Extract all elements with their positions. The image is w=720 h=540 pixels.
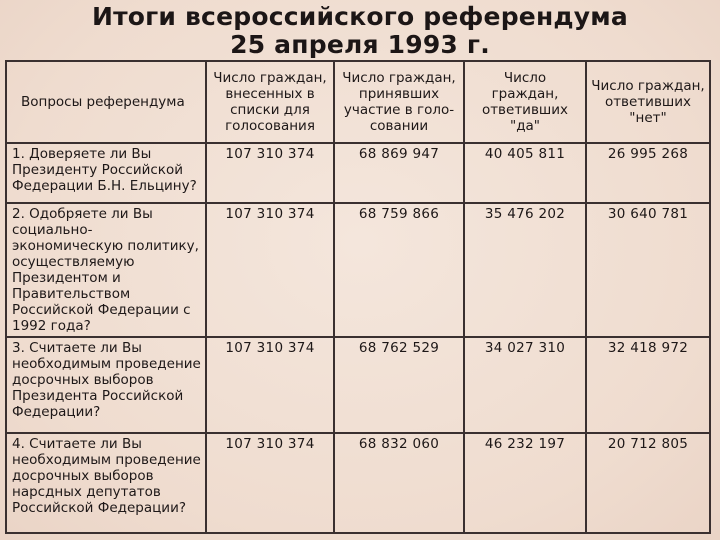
header-registered: Число граждан, внесенных в списки для голосования <box>206 61 334 143</box>
registered-cell: 107 310 374 <box>206 203 334 337</box>
header-participated: Число граждан, принявших участие в голо-совании <box>334 61 464 143</box>
table-row <box>6 433 710 533</box>
participated-cell: 68 869 947 <box>334 143 464 203</box>
participated-cell: 68 832 060 <box>334 433 464 533</box>
no-cell: 26 995 268 <box>586 143 710 203</box>
no-cell: 32 418 972 <box>586 337 710 433</box>
header-no: Число граждан, ответивших "нет" <box>586 61 710 143</box>
no-cell: 30 640 781 <box>586 203 710 337</box>
no-cell: 20 712 805 <box>586 433 710 533</box>
yes-cell: 35 476 202 <box>464 203 586 337</box>
table-header-row <box>6 61 710 143</box>
yes-cell: 40 405 811 <box>464 143 586 203</box>
page-subtitle-date: 25 апреля 1993 г. <box>230 30 490 59</box>
header-questions: Вопросы референдума <box>6 61 206 143</box>
registered-cell: 107 310 374 <box>206 143 334 203</box>
table-row <box>6 337 710 433</box>
yes-cell: 34 027 310 <box>464 337 586 433</box>
header-yes: Число граждан, ответивших "да" <box>464 61 586 143</box>
question-cell: 4. Считаете ли Вы необходимым проведение досрочных выборов нарсдных депутатов Российской Федерации? <box>6 433 206 533</box>
participated-cell: 68 759 866 <box>334 203 464 337</box>
question-cell: 2. Одобряете ли Вы социально-экономическую политику, осуществляемую Президентом и Правительством Российской Федерации с 1992 года? <box>6 203 206 337</box>
referendum-results-table <box>5 60 711 534</box>
participated-cell: 68 762 529 <box>334 337 464 433</box>
registered-cell: 107 310 374 <box>206 337 334 433</box>
table-row <box>6 203 710 337</box>
yes-cell: 46 232 197 <box>464 433 586 533</box>
question-cell: 1. Доверяете ли Вы Президенту Российской Федерации Б.Н. Ельцину? <box>6 143 206 203</box>
registered-cell: 107 310 374 <box>206 433 334 533</box>
page-title: Итоги всероссийского референдума <box>91 2 629 31</box>
question-cell: 3. Считаете ли Вы необходимым проведение досрочных выборов Президента Российской Федерации? <box>6 337 206 433</box>
table-row <box>6 143 710 203</box>
